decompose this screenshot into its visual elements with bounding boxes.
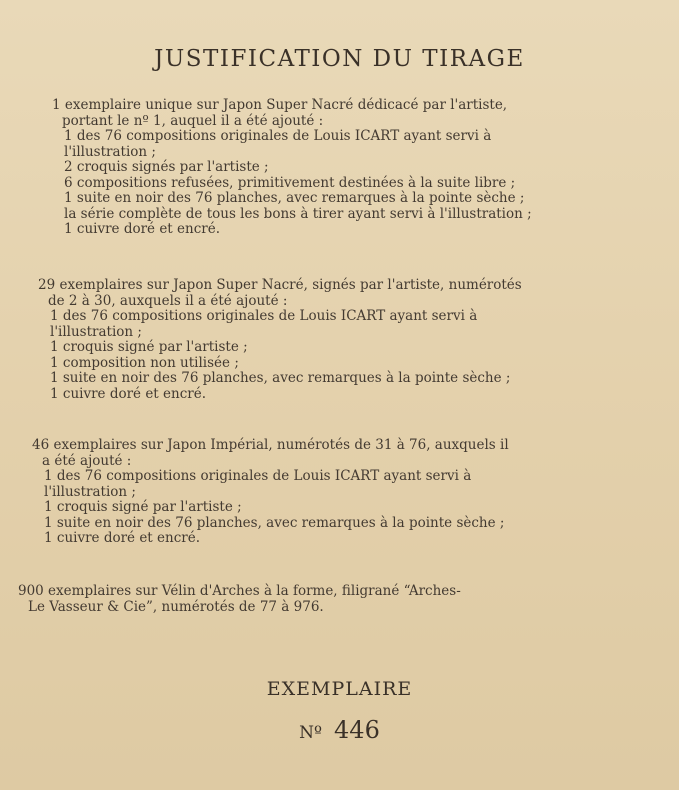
- edition-section-2: [38, 278, 679, 402]
- list-item: la série complète de tous les bons à tirer ayant servi à l'illustration ;: [64, 205, 532, 222]
- edition-section-3: [32, 438, 679, 547]
- section-continuation: de 2 à 30, auxquels il a été ajouté :: [48, 292, 288, 309]
- list-item: 6 compositions refusées, primitivement destinées à la suite libre ;: [64, 174, 516, 191]
- list-item: 1 suite en noir des 76 planches, avec remarques à la pointe sèche ;: [64, 190, 525, 206]
- list-item: l'illustration ;: [50, 323, 142, 340]
- list-item: 1 des 76 compositions originales de Louis ICART ayant servi à: [50, 308, 478, 324]
- list-item: l'illustration ;: [64, 143, 156, 160]
- list-item: 1 des 76 compositions originales de Louis ICART ayant servi à: [64, 128, 492, 144]
- edition-section-1: [52, 98, 679, 238]
- section-continuation: Le Vasseur & Cie”, numérotés de 77 à 976.: [28, 598, 324, 615]
- page-title: JUSTIFICATION DU TIRAGE: [154, 46, 525, 72]
- edition-section-4: [18, 584, 679, 615]
- section-lead: 900 exemplaires sur Vélin d'Arches à la forme, filigrané “Arches-: [18, 583, 461, 599]
- section-continuation: a été ajouté :: [42, 452, 132, 469]
- exemplaire-label: EXEMPLAIRE: [266, 678, 413, 700]
- list-item: 1 cuivre doré et encré.: [64, 221, 221, 237]
- list-item: 1 des 76 compositions originales de Louis ICART ayant servi à: [44, 468, 472, 484]
- list-item: 1 cuivre doré et encré.: [44, 530, 201, 546]
- list-item: 2 croquis signés par l'artiste ;: [64, 159, 269, 175]
- exemplaire-number-line: [0, 716, 679, 744]
- section-lead: 1 exemplaire unique sur Japon Super Nacré dédicacé par l'artiste,: [52, 97, 508, 113]
- exemplaire-number: 446: [334, 716, 380, 744]
- list-item: 1 suite en noir des 76 planches, avec remarques à la pointe sèche ;: [44, 514, 505, 531]
- section-continuation: portant le nº 1, auquel il a été ajouté :: [62, 112, 324, 129]
- list-item: l'illustration ;: [44, 483, 136, 500]
- list-item: 1 croquis signé par l'artiste ;: [44, 499, 242, 515]
- list-item: 1 croquis signé par l'artiste ;: [50, 339, 248, 355]
- section-lead: 29 exemplaires sur Japon Super Nacré, signés par l'artiste, numérotés: [38, 277, 522, 293]
- list-item: 1 suite en noir des 76 planches, avec remarques à la pointe sèche ;: [50, 370, 511, 386]
- list-item: 1 cuivre doré et encré.: [50, 385, 207, 402]
- number-abbrev: Nº: [299, 723, 323, 743]
- section-lead: 46 exemplaires sur Japon Impérial, numérotés de 31 à 76, auxquels il: [32, 437, 509, 453]
- list-item: 1 composition non utilisée ;: [50, 354, 239, 371]
